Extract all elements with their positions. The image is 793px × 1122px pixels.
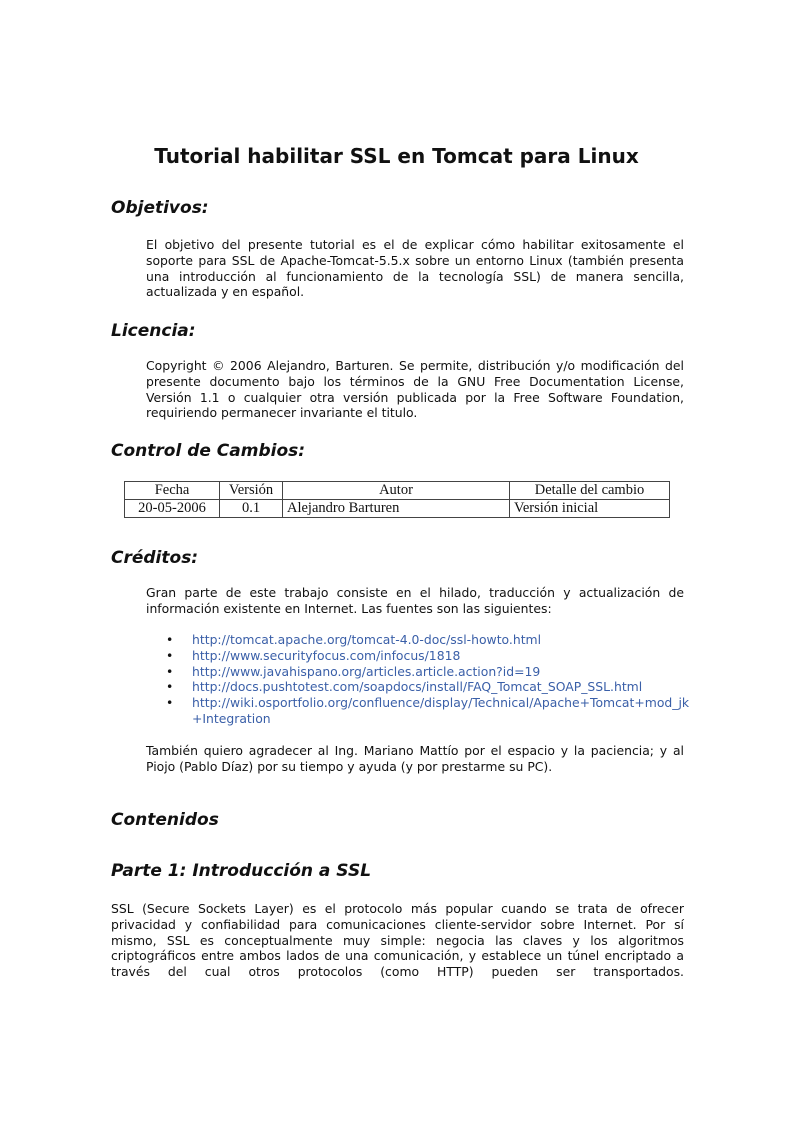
- column-header-detalle: Detalle del cambio: [510, 482, 670, 500]
- bullet-icon: •: [166, 695, 174, 711]
- source-link[interactable]: http://wiki.osportfolio.org/confluence/display/Technical/Apache+Tomcat+mod_jk+Integration: [192, 695, 690, 726]
- column-header-autor: Autor: [283, 482, 510, 500]
- objetivos-heading: Objetivos:: [111, 198, 209, 218]
- cell-fecha: 20-05-2006: [125, 500, 220, 518]
- contenidos-heading: Contenidos: [111, 810, 219, 830]
- source-link[interactable]: http://www.securityfocus.com/infocus/1818: [192, 647, 461, 663]
- parte1-heading: Parte 1: Introducción a SSL: [111, 861, 372, 881]
- control-cambios-heading: Control de Cambios:: [111, 441, 306, 461]
- source-link[interactable]: http://docs.pushtotest.com/soapdocs/install/FAQ_Tomcat_SOAP_SSL.html: [192, 679, 643, 695]
- list-item: [166, 695, 696, 727]
- source-link[interactable]: http://tomcat.apache.org/tomcat-4.0-doc/ssl-howto.html: [192, 632, 542, 647]
- document-title: Tutorial habilitar SSL en Tomcat para Linux: [154, 144, 639, 168]
- creditos-heading: Créditos:: [111, 548, 199, 568]
- list-item: [166, 648, 696, 664]
- cell-detalle: Versión inicial: [510, 500, 670, 518]
- list-item: [166, 664, 696, 680]
- table-row: [125, 500, 670, 518]
- list-item: [166, 632, 696, 648]
- creditos-intro: Gran parte de este trabajo consiste en el hilado, traducción y actualización de información existente en Internet. Las fuentes son las siguientes:: [146, 585, 684, 616]
- sources-list: [166, 632, 696, 727]
- change-log-table: [124, 481, 670, 518]
- bullet-icon: •: [166, 647, 174, 663]
- column-header-version: Versión: [220, 482, 283, 500]
- licencia-heading: Licencia:: [111, 321, 196, 341]
- table-header-row: [125, 482, 670, 500]
- bullet-icon: •: [166, 679, 174, 695]
- column-header-fecha: Fecha: [125, 482, 220, 500]
- bullet-icon: •: [166, 632, 174, 647]
- list-item: [166, 679, 696, 695]
- parte1-paragraph: SSL (Secure Sockets Layer) es el protocolo más popular cuando se trata de ofrecer privacidad y confiabilidad para comunicaciones cliente-servidor sobre Internet. Por sí mismo, SSL es conceptualmente muy simple: negocia las claves y los algoritmos criptográficos entre ambos lados de una comunicación, y establece un túnel encriptado a través del cual otros protocolos (como HTTP) pueden ser transportados.: [111, 901, 684, 980]
- objetivos-paragraph: El objetivo del presente tutorial es el de explicar cómo habilitar exitosamente el soporte para SSL de Apache-Tomcat-5.5.x sobre un entorno Linux (también presenta una introducción al funcionamiento de la tecnología SSL) de manera sencilla, actualizada y en español.: [146, 237, 684, 300]
- cell-autor: Alejandro Barturen: [283, 500, 510, 518]
- cell-version: 0.1: [220, 500, 283, 518]
- licencia-paragraph: Copyright © 2006 Alejandro, Barturen. Se permite, distribución y/o modificación del presente documento bajo los términos de la GNU Free Documentation License, Versión 1.1 o cualquier otra versión publicada por la Free Software Foundation, requiriendo permanecer invariante el titulo.: [146, 358, 684, 421]
- bullet-icon: •: [166, 663, 174, 679]
- source-link[interactable]: http://www.javahispano.org/articles.article.action?id=19: [192, 663, 541, 679]
- thanks-paragraph: También quiero agradecer al Ing. Mariano Mattío por el espacio y la paciencia; y al Piojo (Pablo Díaz) por su tiempo y ayuda (y por prestarme su PC).: [146, 743, 684, 774]
